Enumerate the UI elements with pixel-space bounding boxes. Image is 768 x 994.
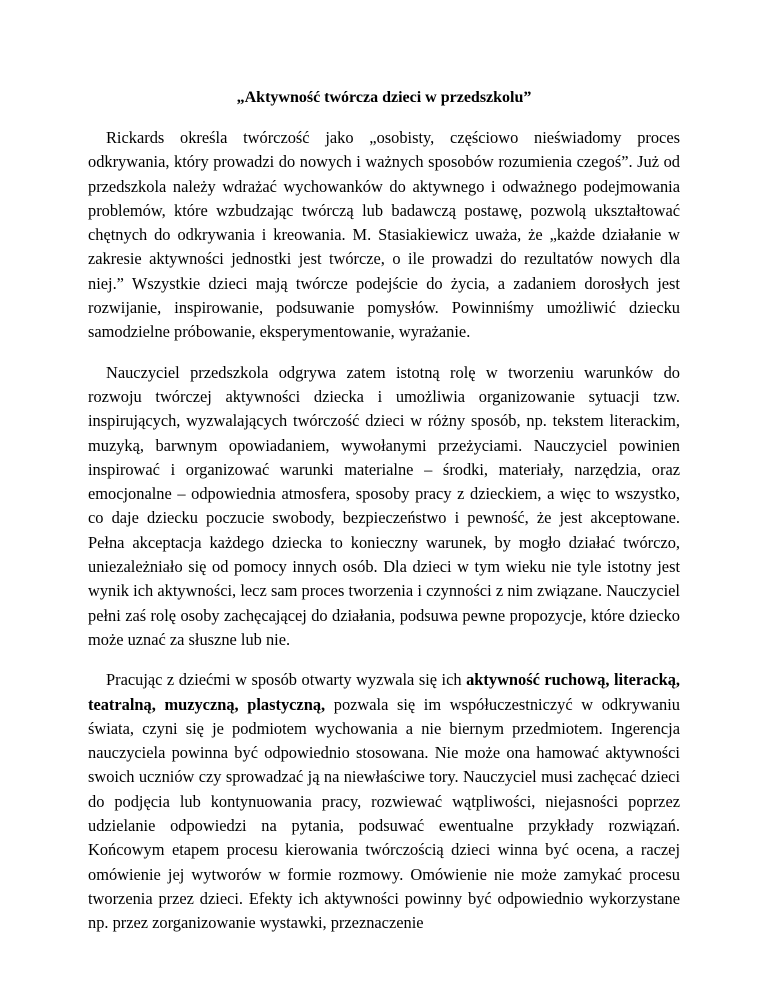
paragraph-1: Rickards określa twórczość jako „osobisty, częściowo nieświadomy proces odkrywania, który prowadzi do nowych i ważnych sposobów rozumienia czegoś”. Już od przedszkola należy wdrażać wychowanków do aktywnego i odważnego podejmowania problemów, które wzbudzając twórczą lub badawczą postawę, pozwolą ukształtować chętnych do odkrywania i kreowania. M. Stasiakiewicz uważa, że „każde działanie w zakresie aktywności jednostki jest twórcze, o ile prowadzi do rezultatów nowych dla niej.” Wszystkie dzieci mają twórcze podejście do życia, a zadaniem dorosłych jest rozwijanie, inspirowanie, podsuwanie pomysłów. Powinniśmy umożliwić dziecku samodzielne próbowanie, eksperymentowanie, wyrażanie. [88, 128, 680, 342]
paragraph-2: Nauczyciel przedszkola odgrywa zatem istotną rolę w tworzeniu warunków do rozwoju twórczej aktywności dziecka i umożliwia organizowanie sytuacji tzw. inspirujących, wyzwalających twórczość dzieci w różny sposób, np. tekstem literackim, muzyką, barwnym opowiadaniem, wywołanymi przeżyciami. Nauczyciel powinien inspirować i organizować warunki materialne – środki, materiały, narzędzia, oraz emocjonalne – odpowiednia atmosfera, sposoby pracy z dzieckiem, a więc to wszystko, co daje dziecku poczucie swobody, bezpieczeństwo i pewność, że jest akceptowane. Pełna akceptacja każdego dziecka to konieczny warunek, by mogło działać twórczo, uniezależniało się od pomocy innych osób. Dla dzieci w tym wieku nie tyle istotny jest wynik ich aktywności, lecz sam proces tworzenia i czynności z nim związane. Nauczyciel pełni zaś rolę osoby zachęcającej do działania, podsuwa pewne propozycje, które dziecko może uznać za słuszne lub nie. [88, 362, 680, 649]
paragraph-3-bold-activities: aktywność ruchową, literacką, teatralną, muzyczną, plastyczną, [88, 670, 680, 714]
document-title: „Aktywność twórcza dzieci w przedszkolu” [236, 89, 532, 106]
paragraph-3-intro: Pracując z dziećmi w sposób otwarty wyzwala się ich [106, 670, 467, 690]
paragraph-3-rest: pozwala się im współuczestniczyć w odkrywaniu świata, czyni się je podmiotem wychowania a nie biernym przedmiotem. Ingerencja nauczyciela powinna być odpowiednio stosowana. Nie może ona hamować aktywności swoich uczniów czy sprowadzać ją na niewłaściwe tory. Nauczyciel musi zachęcać dzieci do podjęcia lub kontynuowania pracy, rozwiewać wątpliwości, niejasności poprzez udzielanie odpowiedzi na pytania, podsuwać ewentualne przykłady rozwiązań. Końcowym etapem procesu kierowania twórczością dzieci winna być ocena, a raczej omówienie jej wytworów w formie rozmowy. Omówienie nie może zamykać procesu tworzenia przez dzieci. Efekty ich aktywności powinny być odpowiednio wykorzystane np. przez zorganizowanie wystawki, przeznaczenie [88, 694, 680, 933]
paragraph-3 [88, 668, 680, 935]
document-page [88, 86, 680, 952]
